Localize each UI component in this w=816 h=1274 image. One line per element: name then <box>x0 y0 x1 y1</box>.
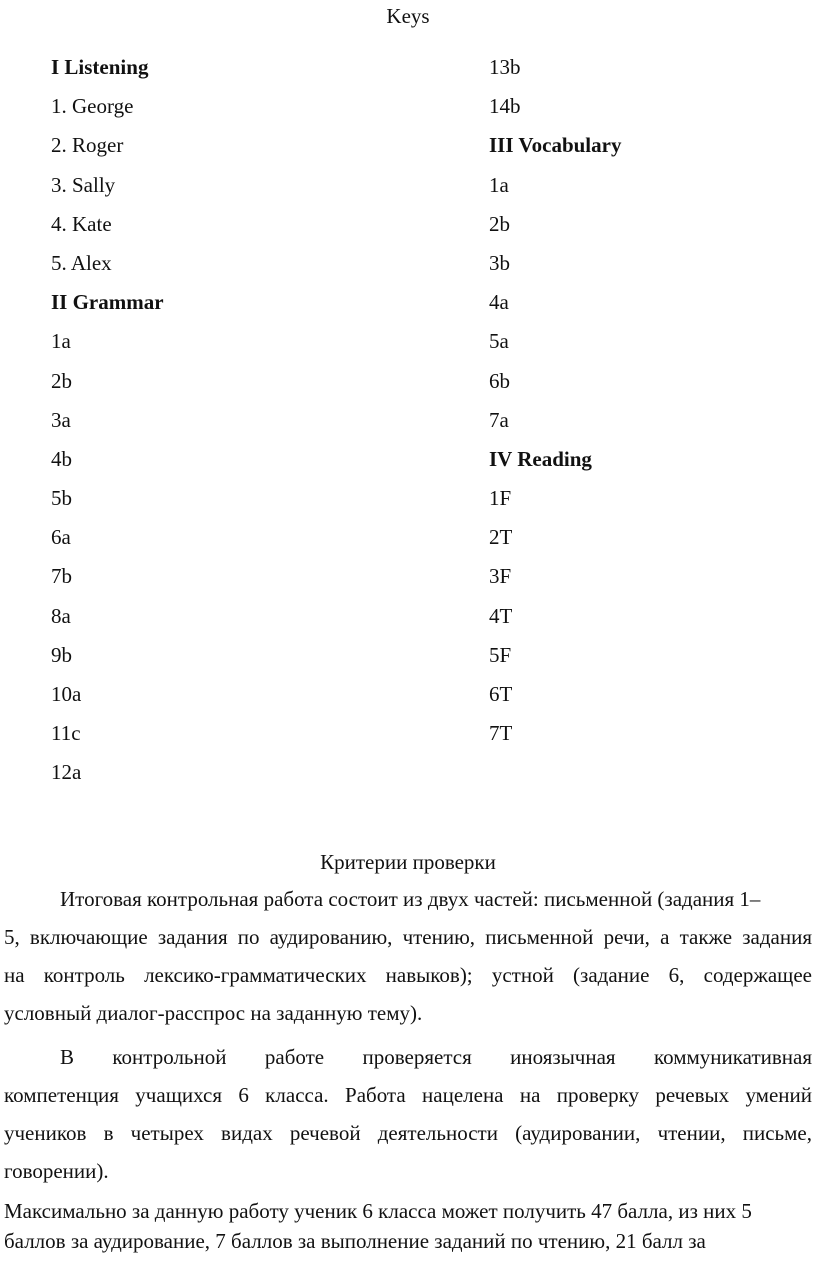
paragraph-line: Максимально за данную работу ученик 6 класса может получить 47 балла, из них 5 <box>4 1199 752 1223</box>
answer-item: 4. Kate <box>51 211 112 236</box>
keys-right-column <box>489 52 621 757</box>
answer-item: 4b <box>51 446 72 471</box>
answer-item: 11c <box>51 721 81 746</box>
answer-item: 1a <box>51 329 71 354</box>
answer-item: 3a <box>51 407 71 432</box>
answer-item: 1F <box>489 486 512 511</box>
answer-item: 6a <box>51 525 71 550</box>
page-title: Keys <box>386 4 430 28</box>
paragraph-line: баллов за аудирование, 7 баллов за выполнение заданий по чтению, 21 балл за <box>4 1229 706 1253</box>
answer-item: 7b <box>51 564 72 589</box>
answer-item: 5. Alex <box>51 250 112 275</box>
answer-item: 8a <box>51 603 71 628</box>
answer-item: 10a <box>51 682 82 706</box>
answer-item: 7T <box>489 721 513 746</box>
criteria-paragraph-1 <box>4 880 812 1032</box>
answer-item: 3b <box>489 250 510 275</box>
paragraph-line: говорении). <box>4 1159 109 1183</box>
answer-item: 2b <box>51 368 72 393</box>
answer-item: 1a <box>489 172 509 197</box>
section-heading: II Grammar <box>51 290 164 315</box>
answer-item: 6T <box>489 682 513 706</box>
criteria-paragraph-3 <box>4 1196 812 1256</box>
answer-item: 14b <box>489 94 521 119</box>
paragraph-line: на контроль лексико-грамматических навыков); устной (задание 6, содержащее <box>4 963 812 987</box>
answer-item: 4a <box>489 290 509 315</box>
answer-item: 3F <box>489 564 512 589</box>
criteria-paragraph-2 <box>4 1038 812 1190</box>
answer-item: 5b <box>51 486 72 511</box>
answer-item: 6b <box>489 368 510 393</box>
answer-item: 2b <box>489 211 510 236</box>
answer-item: 1. George <box>51 94 134 119</box>
keys-left-column <box>51 52 164 797</box>
answer-item: 2. Roger <box>51 133 124 158</box>
paragraph-line: компетенция учащихся 6 класса. Работа нацелена на проверку речевых умений <box>4 1083 812 1107</box>
answer-item: 9b <box>51 642 72 667</box>
answer-item: 2T <box>489 525 513 550</box>
paragraph-line: Итоговая контрольная работа состоит из двух частей: письменной (задания 1– <box>60 887 761 911</box>
answer-item: 5a <box>489 329 509 354</box>
answer-item: 5F <box>489 642 512 667</box>
section-heading: III Vocabulary <box>489 133 622 158</box>
answer-item: 12a <box>51 760 82 785</box>
criteria-title: Критерии проверки <box>320 850 496 874</box>
section-heading: I Listening <box>51 55 149 79</box>
paragraph-line: условный диалог-расспрос на заданную тему). <box>4 1001 423 1025</box>
answer-item: 7a <box>489 407 509 432</box>
answer-item: 4T <box>489 603 513 628</box>
answer-item: 3. Sally <box>51 172 116 197</box>
paragraph-line: учеников в четырех видах речевой деятельности (аудировании, чтении, письме, <box>4 1121 812 1145</box>
paragraph-line: В контрольной работе проверяется иноязычная коммуникативная <box>60 1045 812 1069</box>
paragraph-line: 5, включающие задания по аудированию, чтению, письменной речи, а также задания <box>4 925 812 949</box>
section-heading: IV Reading <box>489 446 592 471</box>
answer-item: 13b <box>489 55 521 79</box>
